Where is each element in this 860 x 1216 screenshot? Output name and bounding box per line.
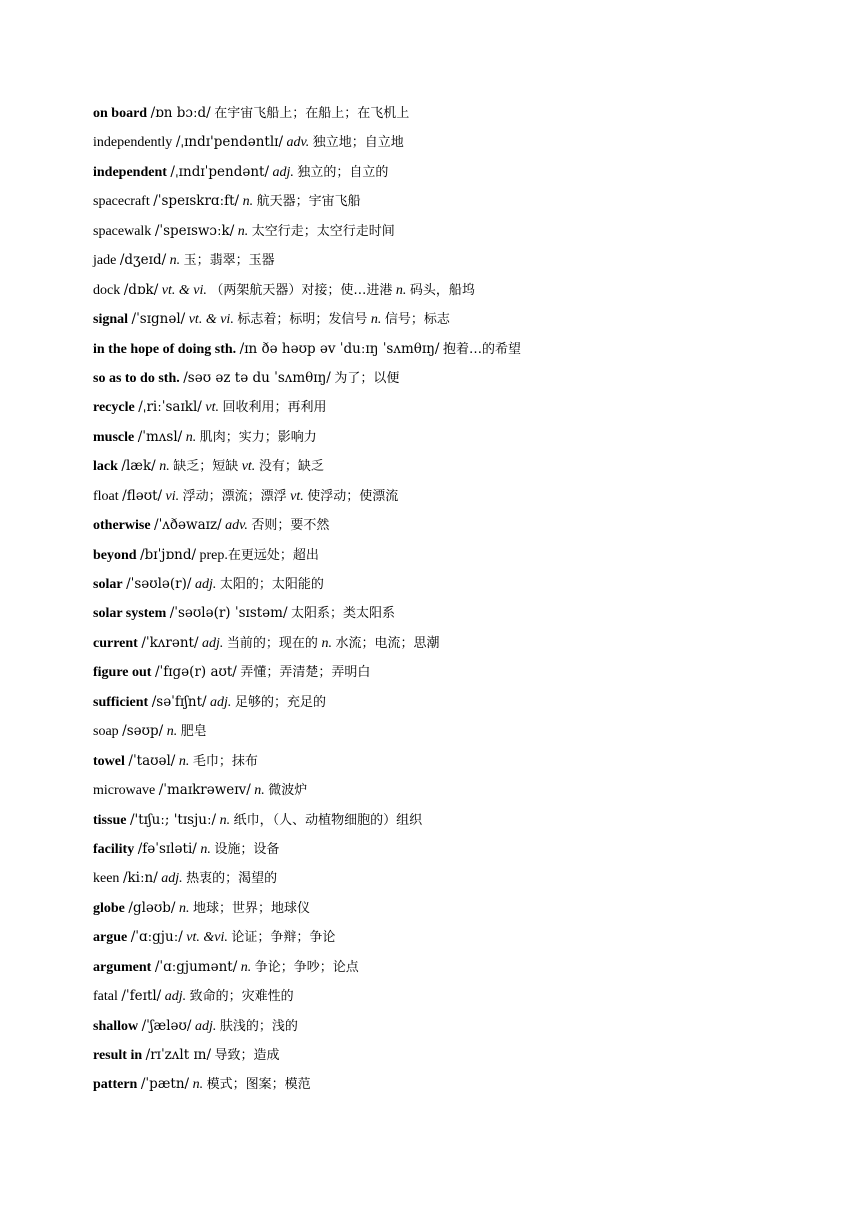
vocab-entry: [93, 307, 813, 336]
entry-definition: 地球；世界；地球仪: [192, 900, 310, 916]
entry-word: float: [93, 488, 119, 504]
vocab-entry: [93, 837, 813, 866]
entry-definition: 肥皂: [180, 724, 207, 740]
entry-definition: 肌肉；实力；影响力: [199, 429, 317, 445]
entry-word: in the hope of doing sth.: [93, 341, 237, 357]
entry-definition: 纸巾，（人、动植物细胞的）组织: [233, 812, 423, 828]
entry-definition: 码头，船坞: [409, 282, 475, 298]
entry-definition: 导致；造成: [214, 1048, 280, 1063]
entry-part-of-speech: n.: [178, 753, 190, 769]
entry-phonetic: /fləʊt/: [122, 487, 163, 504]
entry-part-of-speech: adj.: [194, 1018, 217, 1034]
entry-part-of-speech: vt. & vi.: [161, 282, 207, 298]
entry-phonetic: /'tɪʃuː; 'tɪsjuː/: [129, 811, 217, 828]
entry-part-of-speech: n.: [321, 635, 332, 651]
vocab-entry: [93, 1072, 813, 1101]
entry-phonetic: /səʊp/: [122, 723, 164, 740]
vocab-entry: [93, 660, 813, 689]
entry-part-of-speech: adj.: [272, 164, 294, 180]
entry-part-of-speech: adj.: [161, 871, 183, 887]
entry-phonetic: /səʊ əz tə du ˈsʌmθɪŋ/: [183, 369, 331, 386]
vocab-entry: [93, 248, 813, 277]
entry-definition: 太阳的；太阳能的: [219, 577, 324, 592]
entry-definition: 缺乏；短缺: [173, 459, 239, 475]
entry-word: towel: [93, 753, 125, 769]
vocab-entry: [93, 160, 813, 189]
vocab-entry: [93, 454, 813, 483]
entry-word: jade: [93, 253, 117, 269]
entry-phonetic: /ˈsəʊlə(r) ˈsɪstəm/: [169, 605, 288, 622]
entry-definition: 设施；设备: [214, 841, 280, 857]
entry-definition: 在宇宙飞船上；在船上；在飞机上: [214, 106, 410, 121]
vocab-entry: [93, 1014, 813, 1043]
entry-definition: 毛巾；抹布: [192, 753, 258, 769]
vocab-entry: [93, 513, 813, 542]
entry-word: microwave: [93, 783, 156, 799]
vocab-entry: [93, 543, 813, 572]
entry-word: solar system: [93, 606, 167, 622]
vocab-entry: [93, 896, 813, 925]
entry-phonetic: /ˈɑːgjumənt/: [154, 958, 238, 975]
entry-word: facility: [93, 841, 135, 857]
entry-definition: 热衷的；渴望的: [186, 871, 278, 887]
entry-phonetic: /fəˈsɪləti/: [137, 840, 197, 857]
vocab-entry: [93, 778, 813, 807]
entry-definition: 微波炉: [268, 783, 308, 799]
entry-phonetic: /ˈspeɪswɔːk/: [154, 222, 235, 239]
entry-definition: 使浮动；使漂流: [307, 488, 399, 504]
entry-phonetic: /ˈʌðəwaɪz/: [154, 517, 222, 534]
entry-phonetic: /ˈsɪgnəl/: [131, 311, 186, 328]
vocab-entry: [93, 484, 813, 513]
entry-phonetic: /ˈfeɪtl/: [121, 988, 162, 1005]
entry-phonetic: /ˈtaʊəl/: [128, 752, 176, 769]
vocab-entry: [93, 955, 813, 984]
entry-phonetic: /ˈsəʊlə(r)/: [126, 576, 192, 592]
entry-part-of-speech: n.: [169, 253, 181, 269]
entry-definition: （两架航天器）对接；使…进港: [210, 282, 393, 298]
entry-phonetic: /ˈfɪgə(r) aʊt/: [154, 664, 237, 681]
entry-word: argument: [93, 959, 152, 975]
entry-definition: 玉；翡翠；玉器: [183, 253, 275, 269]
entry-part-of-speech: n.: [200, 841, 211, 857]
entry-phonetic: /bɪˈjɒnd/: [140, 546, 197, 563]
entry-phonetic: /ˈʃæləʊ/: [141, 1017, 192, 1034]
vocab-entry: [93, 866, 813, 895]
entry-definition: 抱着…的希望: [442, 341, 521, 357]
entry-part-of-speech: n.: [237, 223, 249, 239]
entry-part-of-speech: n.: [185, 429, 197, 445]
entry-word: independently: [93, 135, 173, 151]
vocab-entry: [93, 366, 813, 395]
entry-part-of-speech: n.: [178, 900, 190, 916]
entry-phonetic: /dʒeɪd/: [119, 252, 167, 269]
entry-phonetic: /ˈpætn/: [140, 1076, 190, 1093]
entry-part-of-speech: adj.: [210, 694, 232, 710]
entry-definition: 致命的；灾难性的: [189, 989, 294, 1005]
entry-definition: 回收利用；再利用: [222, 400, 327, 416]
entry-part-of-speech: n.: [254, 783, 265, 799]
entry-phonetic: /səˈfɪʃnt/: [151, 693, 207, 710]
entry-part-of-speech: vt.: [290, 488, 304, 504]
entry-part-of-speech: vt.: [205, 400, 219, 416]
entry-part-of-speech: vt.: [241, 459, 256, 475]
vocab-entry: [93, 425, 813, 454]
entry-word: on board: [93, 106, 148, 121]
entry-part-of-speech: adj.: [164, 989, 187, 1005]
entry-word: globe: [93, 900, 125, 916]
entry-part-of-speech: adv.: [225, 518, 248, 534]
vocab-entry: [93, 101, 813, 130]
entry-definition: 为了；以便: [334, 370, 400, 386]
vocab-entry: [93, 130, 813, 159]
vocabulary-list: [93, 101, 813, 1102]
entry-phonetic: /rɪˈzʌlt ɪn/: [145, 1047, 212, 1063]
entry-definition: 标志着；标明；发信号: [237, 312, 368, 328]
entry-phonetic: /ˈɑːgjuː/: [130, 929, 183, 946]
entry-word: signal: [93, 312, 129, 328]
entry-definition: 独立的；自立的: [297, 164, 389, 180]
entry-word: current: [93, 635, 138, 651]
vocab-entry: [93, 1043, 813, 1072]
vocab-entry: [93, 719, 813, 748]
entry-part-of-speech: n.: [219, 812, 231, 828]
entry-phonetic: /ˌriːˈsaɪkl/: [138, 399, 202, 416]
entry-definition: 信号；标志: [384, 312, 450, 328]
entry-part-of-speech: adj.: [194, 577, 217, 592]
entry-definition: 太阳系；类太阳系: [291, 606, 396, 622]
entry-word: sufficient: [93, 694, 149, 710]
entry-word: argue: [93, 930, 128, 946]
entry-phonetic: /ɒn bɔːd/: [150, 105, 211, 121]
entry-phonetic: /ɪn ðə həʊp əv ˈduːɪŋ ˈsʌmθɪŋ/: [239, 340, 440, 357]
vocab-entry: [93, 601, 813, 630]
vocab-entry: [93, 189, 813, 218]
entry-definition: 足够的；充足的: [234, 694, 326, 710]
entry-word: so as to do sth.: [93, 370, 180, 386]
entry-definition: 没有；缺乏: [258, 459, 324, 475]
entry-word: lack: [93, 459, 118, 475]
entry-part-of-speech: vt. & vi.: [188, 312, 234, 328]
entry-phonetic: /ˌɪndɪˈpendənt/: [170, 163, 269, 180]
entry-word: muscle: [93, 429, 135, 445]
entry-part-of-speech: vi.: [165, 488, 180, 504]
entry-word: spacecraft: [93, 194, 150, 210]
vocab-entry: [93, 749, 813, 778]
entry-word: fatal: [93, 989, 118, 1005]
entry-definition: 独立地；自立地: [312, 135, 404, 151]
entry-definition: 太空行走；太空行走时间: [251, 223, 395, 239]
entry-definition: 浮动；漂流；漂浮: [182, 488, 287, 504]
entry-definition: 论证；争辩；争论: [231, 930, 336, 946]
entry-phonetic: /læk/: [121, 458, 156, 475]
entry-part-of-speech: n.: [166, 724, 178, 740]
entry-word: independent: [93, 164, 167, 180]
entry-word: spacewalk: [93, 223, 152, 239]
entry-part-of-speech: n.: [159, 459, 170, 475]
entry-phonetic: /ˌɪndɪ'pendəntlɪ/: [175, 134, 284, 151]
vocab-entry: [93, 984, 813, 1013]
entry-word: otherwise: [93, 518, 151, 534]
entry-word: beyond: [93, 547, 137, 563]
entry-phonetic: /dɒk/: [123, 281, 159, 298]
entry-definition: 在更远处；超出: [227, 547, 319, 563]
vocab-entry: [93, 337, 813, 366]
entry-phonetic: /kiːn/: [122, 870, 158, 887]
entry-definition: 航天器；宇宙飞船: [256, 194, 361, 210]
entry-definition: 水流；电流；思潮: [335, 635, 440, 651]
entry-word: result in: [93, 1048, 143, 1063]
entry-word: shallow: [93, 1018, 139, 1034]
entry-word: dock: [93, 282, 121, 298]
entry-word: keen: [93, 871, 120, 887]
entry-part-of-speech: adj.: [202, 635, 224, 651]
entry-phonetic: /ˈkʌrənt/: [141, 634, 199, 651]
entry-part-of-speech: n.: [240, 959, 252, 975]
entry-definition: 模式；图案；模范: [206, 1077, 311, 1093]
entry-part-of-speech: n.: [370, 312, 382, 328]
entry-phonetic: /ˈspeɪskrɑːft/: [153, 193, 240, 210]
entry-part-of-speech: n.: [242, 194, 254, 210]
entry-word: solar: [93, 577, 123, 592]
entry-phonetic: /gləʊb/: [128, 899, 176, 916]
vocab-entry: [93, 572, 813, 601]
entry-part-of-speech: n.: [192, 1077, 204, 1093]
entry-part-of-speech: prep.: [199, 547, 228, 563]
entry-word: recycle: [93, 400, 135, 416]
vocab-entry: [93, 278, 813, 307]
entry-word: pattern: [93, 1077, 138, 1093]
vocab-entry: [93, 925, 813, 954]
entry-definition: 争论；争吵；论点: [254, 959, 359, 975]
entry-definition: 当前的；现在的: [226, 635, 318, 651]
entry-definition: 否则；要不然: [251, 518, 330, 534]
entry-part-of-speech: adv.: [286, 135, 310, 151]
vocab-entry: [93, 395, 813, 424]
entry-part-of-speech: n.: [395, 282, 407, 298]
vocab-entry: [93, 690, 813, 719]
entry-definition: 弄懂；弄清楚；弄明白: [240, 665, 371, 681]
entry-definition: 肤浅的；浅的: [219, 1018, 298, 1034]
entry-phonetic: /ˈmaɪkrəweɪv/: [158, 782, 251, 799]
entry-word: figure out: [93, 665, 152, 681]
vocab-entry: [93, 631, 813, 660]
entry-phonetic: /ˈmʌsl/: [137, 428, 183, 445]
vocab-entry: [93, 219, 813, 248]
entry-word: soap: [93, 724, 119, 740]
entry-part-of-speech: vt. &vi.: [186, 930, 228, 946]
entry-word: tissue: [93, 812, 127, 828]
vocab-entry: [93, 808, 813, 837]
